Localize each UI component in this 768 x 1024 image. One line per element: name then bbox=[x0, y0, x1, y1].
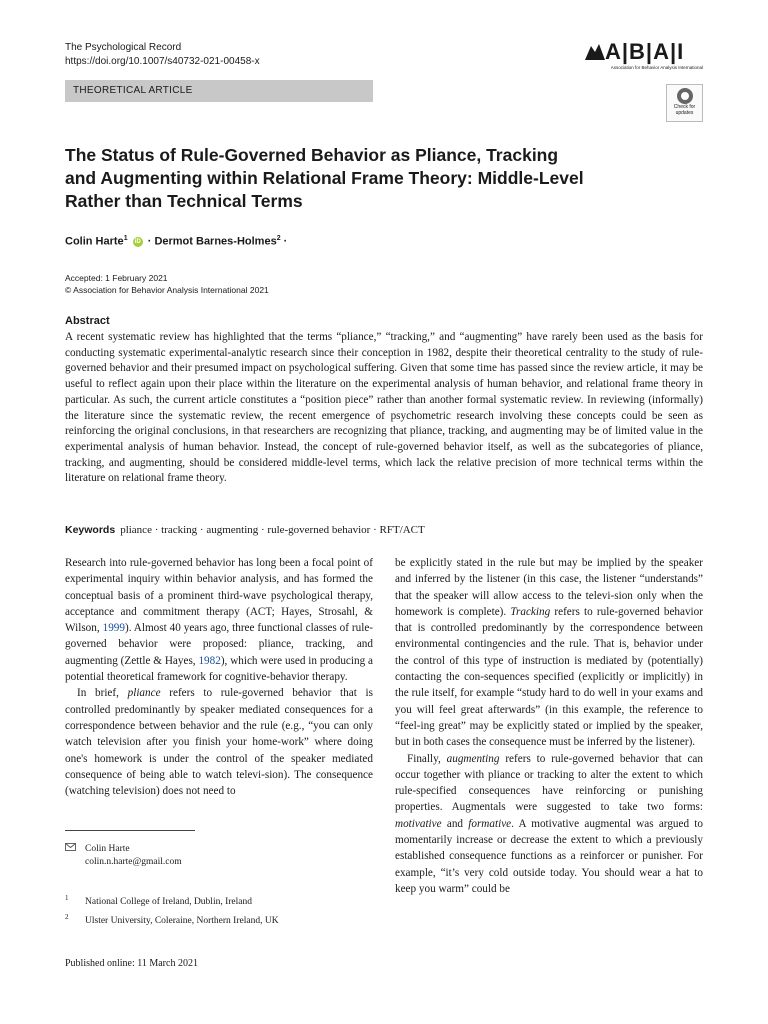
corresponding-author bbox=[65, 843, 182, 869]
affiliation-2: $^2$ Ulster University, Coleraine, Northern Ireland, UK bbox=[65, 913, 279, 927]
accepted-date: Accepted: 1 February 2021 bbox=[65, 273, 168, 283]
article-title: The Status of Rule-Governed Behavior as Pliance, Tracking and Augmenting within Relational Frame Theory: Middle-Level Rather than Technical Terms bbox=[65, 145, 584, 211]
contact-name: Colin Harte bbox=[85, 844, 130, 854]
author-affiliation-marker: 1 bbox=[123, 235, 128, 242]
abai-logo-subtitle: Association for Behavior Analysis International bbox=[610, 65, 703, 70]
body-column-right bbox=[395, 555, 703, 897]
copyright-line: © Association for Behavior Analysis International 2021 bbox=[65, 285, 269, 295]
author-line: Colin Harte$^1$ iD · Dermot Barnes-Holmes$^2$ · bbox=[65, 235, 288, 248]
abai-swoosh-icon bbox=[585, 44, 605, 60]
orcid-icon[interactable]: iD bbox=[134, 238, 141, 245]
journal-name: The Psychological Record bbox=[65, 42, 182, 53]
citation-link[interactable]: 1982 bbox=[198, 654, 221, 667]
abstract-heading: Abstract bbox=[65, 315, 110, 327]
body-paragraph: be explicitly stated in the rule but may be implied by the speaker and inferred by the listener (in this case, the listener “understands” that the speaker will allow access to the televi-sion only when the homework is complete). Tracking refers to rule-governed behavior that is controlled predominantly by the correspondence between environmental contingencies and the rule. That is, behavior under the control of this type of instruction is mediated by (potentially) contacting the con-sequences specified (explicitly or implicitly) in the rule itself, for example “study hard to do well in your exams and you will feel great afterwards” (in this example, the reference to “feel-ing great” may be explicitly stated or implied by the speaker, but in both cases the consequence must be inferred by the listener). bbox=[395, 557, 703, 749]
section-label: THEORETICAL ARTICLE bbox=[65, 80, 373, 102]
article-dates bbox=[65, 272, 269, 296]
body-paragraph: Finally, augmenting refers to rule-governed behavior that can occur together with pliance or tracking to alter the extent to which rule-specified consequences have reinforcing or punishing properties. Augmentals were suggested to take two forms: motivative and formative. A motivative augmental was argued to momentarily increase or decrease the extent to which a previously established consequence functions as a reinforcer or punisher. For example, “it’s very cold outside today. You should wear a hat to keep you warm” could be bbox=[395, 752, 704, 895]
published-date: Published online: 11 March 2021 bbox=[65, 958, 198, 969]
check-updates-icon bbox=[677, 88, 693, 104]
keywords-line bbox=[65, 523, 425, 537]
author-affiliation-marker: 2 bbox=[276, 235, 281, 242]
body-paragraph: Research into rule-governed behavior has long been a focal point of experimental inquiry within behavior analysis, and has formed the conceptual basis of a prominent third-wave psychological therapy, acceptance and commitment therapy (ACT; Hayes, Strosahl, & Wilson, 1999). Almost 40 years ago, three functional classes of rule-governed behavior were proposed: pliance, tracking, and augmenting (Zettle & Hayes, 1982), which were used in producing a potential theoretical framework for cognitive-behavior therapy. bbox=[65, 557, 374, 684]
footnote-divider bbox=[65, 830, 195, 831]
envelope-icon bbox=[65, 843, 79, 856]
doi-link[interactable]: https://doi.org/10.1007/s40732-021-00458-x bbox=[65, 56, 260, 67]
journal-header bbox=[65, 41, 260, 69]
check-updates-label: Check for updates bbox=[673, 104, 696, 116]
abai-logo-mark: A|B|A|I bbox=[585, 40, 703, 64]
citation-link[interactable]: 1999 bbox=[102, 622, 125, 635]
check-updates-badge[interactable] bbox=[666, 84, 703, 122]
author-name[interactable]: Colin Harte bbox=[65, 235, 124, 248]
keywords-list: pliance · tracking · augmenting · rule-governed behavior · RFT/ACT bbox=[120, 524, 425, 536]
author-name[interactable]: Dermot Barnes-Holmes bbox=[154, 235, 277, 248]
abai-logo bbox=[585, 40, 703, 71]
keywords-label: Keywords bbox=[65, 524, 116, 536]
contact-email[interactable]: colin.n.harte@gmail.com bbox=[85, 857, 182, 867]
body-column-left bbox=[65, 555, 373, 799]
affiliation-1: $^1$ National College of Ireland, Dublin, Ireland bbox=[65, 894, 252, 908]
abstract-text: A recent systematic review has highlighted that the terms “pliance,” “tracking,” and “augmenting” have rarely been used as the basis for conducting systematic experimental-analytic research since their conception in 1982, despite their theoretical centrality to the study of rule-governed behavior and their presumed impact on psychological suffering. Given that some time has passed since the review article, it may be useful to reflect again upon their place within the literature on the experimental analysis of human behavior, and relational frame theory in particular. As such, the current article constitutes a “position piece” rather than another formal systematic review. In reviewing (informally) the literature since the systematic review, the recent emergence of psychometric research involving these concepts could be seen as reinforcing the original conclusions, in that researchers are recognizing that pliance, tracking, and augmenting may be of limited value in the experimental analysis of human behavior. Instead, the concept of rule-governed behavior itself, as well as the subcategories of pliance, tracking, and augmenting, should be considered middle-level terms, which lack the relative precision of more technical terms within the literature on relational frame theory. bbox=[65, 331, 703, 485]
body-paragraph: In brief, pliance refers to rule-governed behavior that is controlled predominantly by speaker mediated consequences for a correspondence between behavior and the rule (e.g., “you can only watch television after you finish your home-work” where doing one's homework is under the control of the speaker mediated consequence of being able to watch televi-sion). The consequence (watching television) does not need to bbox=[65, 687, 373, 798]
